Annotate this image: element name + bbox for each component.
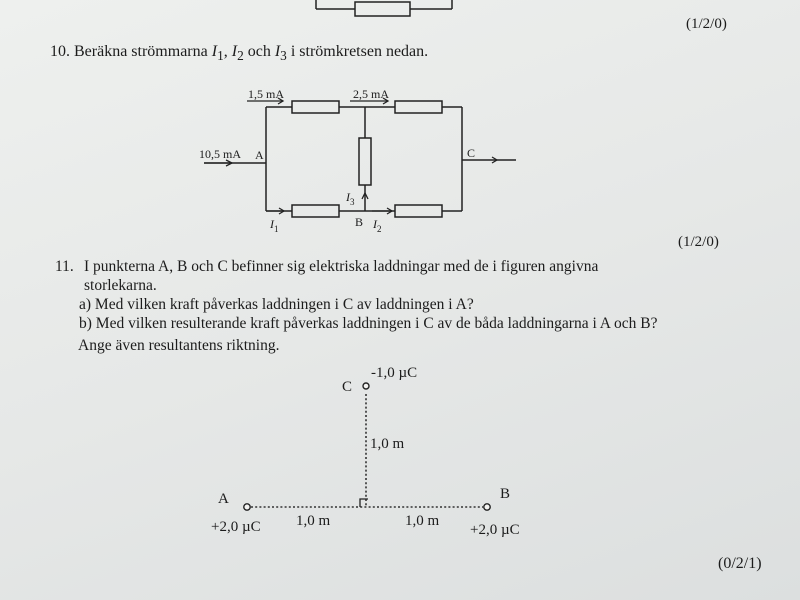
dist-ac-label: 1,0 m xyxy=(296,513,331,529)
current-symbol-i2: I xyxy=(231,43,238,60)
point-a-label: A xyxy=(218,491,229,507)
question-11-number: 11. xyxy=(55,258,74,275)
label-node-b: B xyxy=(355,215,364,229)
current-symbol-i1: I xyxy=(211,43,218,60)
charge-c-label: -1,0 µC xyxy=(371,365,418,381)
question-11-line-5: Ange även resultantens riktning. xyxy=(78,337,280,354)
point-c-marker xyxy=(363,383,369,389)
label-i3: $I_3$ xyxy=(346,190,355,207)
label-node-c: C xyxy=(467,146,476,160)
question-11-line-2: storlekarna. xyxy=(84,277,157,294)
question-11-line-3: a) Med vilken kraft påverkas laddningen i C av laddningen i A? xyxy=(79,296,474,313)
point-a-marker xyxy=(244,504,250,510)
label-node-a: A xyxy=(255,148,264,162)
label-i1: $I_1$ xyxy=(270,217,279,234)
question-11-score: (0/2/1) xyxy=(718,555,762,572)
label-input-current: 10,5 mA xyxy=(199,147,241,161)
dist-cb-label: 1,0 m xyxy=(405,513,440,529)
question-11-line-4: b) Med vilken resulterande kraft påverkas laddningen i C av de båda laddningarna i A och B? xyxy=(79,315,658,332)
question-10-text: 10. Beräkna strömmarna $I_1$, $I_2$ och $I_3$ i strömkretsen nedan. xyxy=(50,43,429,64)
label-top-right-current: 2,5 mA xyxy=(353,87,389,101)
point-b-label: B xyxy=(500,486,511,502)
current-symbol-i3: I xyxy=(274,43,281,60)
question-10-score: (1/2/0) xyxy=(678,234,719,250)
question-number: 10. xyxy=(50,43,70,60)
dist-vertical-label: 1,0 m xyxy=(370,436,405,452)
charge-b-label: +2,0 µC xyxy=(470,522,520,538)
point-c-label: C xyxy=(342,379,353,395)
previous-question-score: (1/2/0) xyxy=(686,16,727,32)
question-11-line-1: I punkterna A, B och C befinner sig elektriska laddningar med de i figuren angivna xyxy=(84,258,599,275)
charge-a-label: +2,0 µC xyxy=(211,519,261,535)
point-b-marker xyxy=(484,504,490,510)
label-top-left-current: 1,5 mA xyxy=(248,87,284,101)
label-i2: $I_2$ xyxy=(373,217,382,234)
